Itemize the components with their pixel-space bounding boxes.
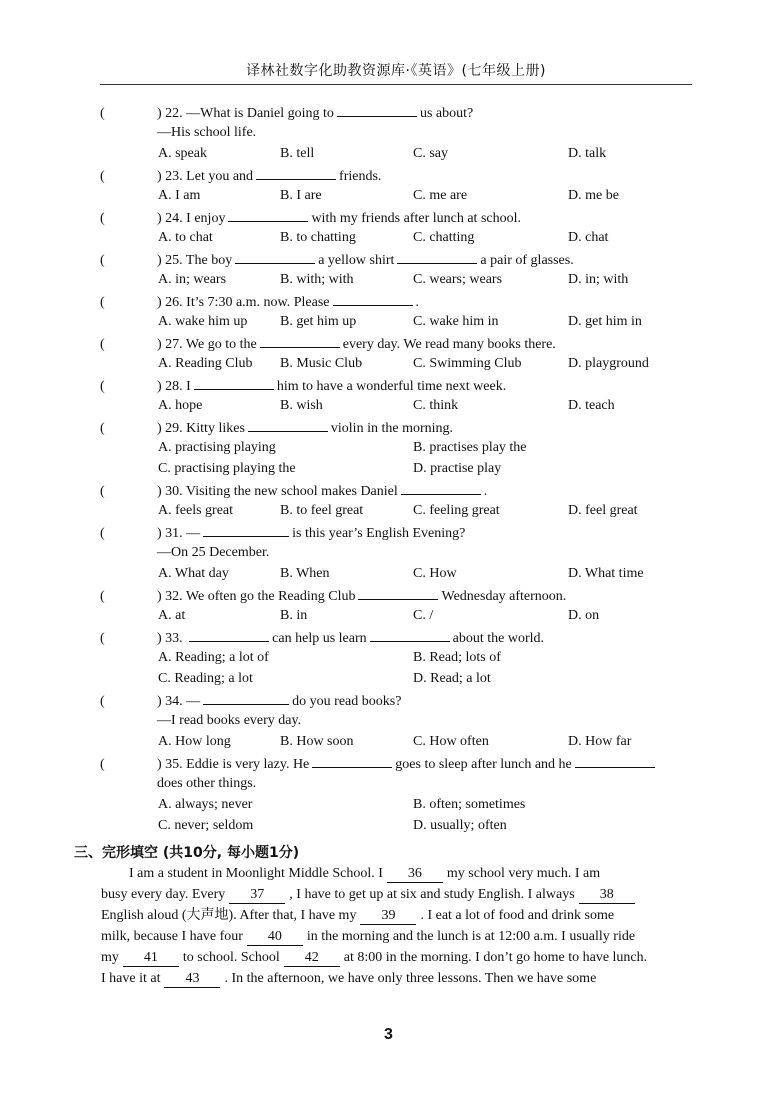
option-c[interactable]: C. wears; wears (413, 272, 503, 287)
option-c[interactable]: C. say (413, 146, 448, 161)
question-34: ( ) 34. — do you read books? —I read books every day. A. How long B. How soon C. How often D. How far (100, 689, 700, 752)
blank-number[interactable]: 40 (247, 929, 303, 946)
option-b[interactable]: B. get him up (280, 314, 357, 329)
option-b[interactable]: B. When (280, 566, 330, 581)
option-d[interactable]: D. usually; often (413, 818, 507, 833)
option-d[interactable]: D. me be (568, 188, 619, 203)
answer-blank[interactable] (312, 752, 392, 768)
option-a[interactable]: A. in; wears (158, 272, 227, 287)
question-31: ( ) 31. — is this year’s English Evening? —On 25 December. A. What day B. When C. How D. What time (100, 521, 700, 584)
question-26: ( ) 26. It’s 7:30 a.m. now. Please . A. wake him up B. get him up C. wake him in D. get him in (100, 290, 700, 332)
blank-number[interactable]: 36 (387, 866, 443, 883)
option-b[interactable]: B. How soon (280, 734, 354, 749)
option-c[interactable]: C. wake him in (413, 314, 499, 329)
answer-blank[interactable] (228, 206, 308, 222)
answer-blank[interactable] (575, 752, 655, 768)
answer-blank[interactable] (397, 248, 477, 264)
page-header: 译林社数字化助教资源库·《英语》(七年级上册) (246, 63, 546, 79)
option-d[interactable]: D. How far (568, 734, 632, 749)
option-d[interactable]: D. in; with (568, 272, 629, 287)
option-c[interactable]: C. think (413, 398, 459, 413)
option-b[interactable]: B. in (280, 608, 308, 623)
option-c[interactable]: C. chatting (413, 230, 475, 245)
blank-number[interactable]: 41 (123, 950, 179, 967)
option-a[interactable]: A. feels great (158, 503, 234, 518)
question-24: ( ) 24. I enjoy with my friends after lunch at school. A. to chat B. to chatting C. chatting D. chat (100, 206, 700, 248)
option-d[interactable]: D. playground (568, 356, 649, 371)
option-a[interactable]: A. Reading Club (158, 356, 253, 371)
answer-blank[interactable] (260, 332, 340, 348)
question-35: ( ) 35. Eddie is very lazy. He goes to sleep after lunch and he does other things. A. always; never B. often; sometimes C. never; seldom D. usually; often (100, 752, 700, 836)
option-d[interactable]: D. talk (568, 146, 607, 161)
blank-number[interactable]: 37 (229, 887, 285, 904)
option-d[interactable]: D. practise play (413, 461, 502, 476)
option-c[interactable]: C. never; seldom (158, 818, 254, 833)
question-30: ( ) 30. Visiting the new school makes Daniel . A. feels great B. to feel great C. feeling great D. feel great (100, 479, 700, 521)
answer-blank[interactable] (370, 626, 450, 642)
header-rule (100, 84, 692, 85)
answer-blank[interactable] (235, 248, 315, 264)
question-28: ( ) 28. I him to have a wonderful time next week. A. hope B. wish C. think D. teach (100, 374, 700, 416)
cloze-passage: I am a student in Moonlight Middle School. I 36 my school very much. I am busy every day. Every 37 , I have to get up at six and study English. I always 38 English aloud (大声地). After that, I have my 39 . I eat a lot of food and drink some milk, because I have four 40 in the morning and the lunch is at 12:00 a.m. I usually ride my 41 to school. School 42 at 8:00 in the morning. I don’t go home to have lunch. I have it at 43 . In the afternoon, we have only three lessons. Then we have some (101, 866, 648, 986)
option-a[interactable]: A. I am (158, 188, 201, 203)
option-c[interactable]: C. me are (413, 188, 468, 203)
answer-blank[interactable] (358, 584, 438, 600)
option-a[interactable]: A. speak (158, 146, 207, 161)
answer-blank[interactable] (256, 164, 336, 180)
question-25: ( ) 25. The boy a yellow shirt a pair of glasses. A. in; wears B. with; with C. wears; wears D. in; with (100, 248, 700, 290)
option-a[interactable]: A. at (158, 608, 186, 623)
option-b[interactable]: B. to chatting (280, 230, 356, 245)
question-list (100, 101, 700, 836)
option-b[interactable]: B. tell (280, 146, 315, 161)
option-a[interactable]: A. What day (158, 566, 229, 581)
blank-number[interactable]: 38 (579, 887, 635, 904)
answer-blank[interactable] (337, 101, 417, 117)
blank-number[interactable]: 39 (360, 908, 416, 925)
option-a[interactable]: A. hope (158, 398, 203, 413)
question-33: ( ) 33. can help us learn about the world. A. Reading; a lot of B. Read; lots of C. Reading; a lot D. Read; a lot (100, 626, 700, 689)
option-c[interactable]: C. How often (413, 734, 489, 749)
option-b[interactable]: B. I are (280, 188, 322, 203)
option-d[interactable]: D. on (568, 608, 600, 623)
option-d[interactable]: D. What time (568, 566, 644, 581)
option-b[interactable]: B. with; with (280, 272, 354, 287)
option-d[interactable]: D. chat (568, 230, 609, 245)
page-number: 3 (384, 1026, 393, 1043)
blank-number[interactable]: 42 (284, 950, 340, 967)
answer-blank[interactable] (333, 290, 413, 306)
option-a[interactable]: A. wake him up (158, 314, 248, 329)
option-c[interactable]: C. Swimming Club (413, 356, 522, 371)
answer-blank[interactable] (203, 521, 289, 537)
answer-blank[interactable] (401, 479, 481, 495)
answer-blank[interactable] (203, 689, 289, 705)
option-d[interactable]: D. Read; a lot (413, 671, 491, 686)
option-c[interactable]: C. Reading; a lot (158, 671, 253, 686)
option-a[interactable]: A. practising playing (158, 440, 276, 455)
question-29: ( ) 29. Kitty likes violin in the morning. A. practising playing B. practises play the C. practising playing the D. practise play (100, 416, 700, 479)
option-d[interactable]: D. get him in (568, 314, 642, 329)
option-c[interactable]: C. / (413, 608, 434, 623)
option-b[interactable]: B. Music Club (280, 356, 363, 371)
question-22: ( ) 22. —What is Daniel going to us about? —His school life. A. speak B. tell C. say D. talk (100, 101, 700, 164)
option-b[interactable]: B. often; sometimes (413, 797, 526, 812)
option-a[interactable]: A. to chat (158, 230, 213, 245)
answer-blank[interactable] (248, 416, 328, 432)
question-23: ( ) 23. Let you and friends. A. I am B. I are C. me are D. me be (100, 164, 700, 206)
option-b[interactable]: B. Read; lots of (413, 650, 501, 665)
option-a[interactable]: A. How long (158, 734, 231, 749)
option-a[interactable]: A. always; never (158, 797, 253, 812)
option-b[interactable]: B. practises play the (413, 440, 527, 455)
section-title: 三、完形填空 (共10分, 每小题1分) (74, 845, 300, 861)
answer-blank[interactable] (189, 626, 269, 642)
option-c[interactable]: C. feeling great (413, 503, 500, 518)
option-b[interactable]: B. to feel great (280, 503, 364, 518)
option-d[interactable]: D. feel great (568, 503, 638, 518)
blank-number[interactable]: 43 (164, 971, 220, 988)
option-c[interactable]: C. How (413, 566, 457, 581)
option-c[interactable]: C. practising playing the (158, 461, 296, 476)
question-27: ( ) 27. We go to the every day. We read many books there. A. Reading Club B. Music Club C. Swimming Club D. playground (100, 332, 700, 374)
answer-blank[interactable] (194, 374, 274, 390)
option-b[interactable]: B. wish (280, 398, 323, 413)
option-d[interactable]: D. teach (568, 398, 615, 413)
option-a[interactable]: A. Reading; a lot of (158, 650, 269, 665)
question-32: ( ) 32. We often go the Reading Club Wednesday afternoon. A. at B. in C. / D. on (100, 584, 700, 626)
